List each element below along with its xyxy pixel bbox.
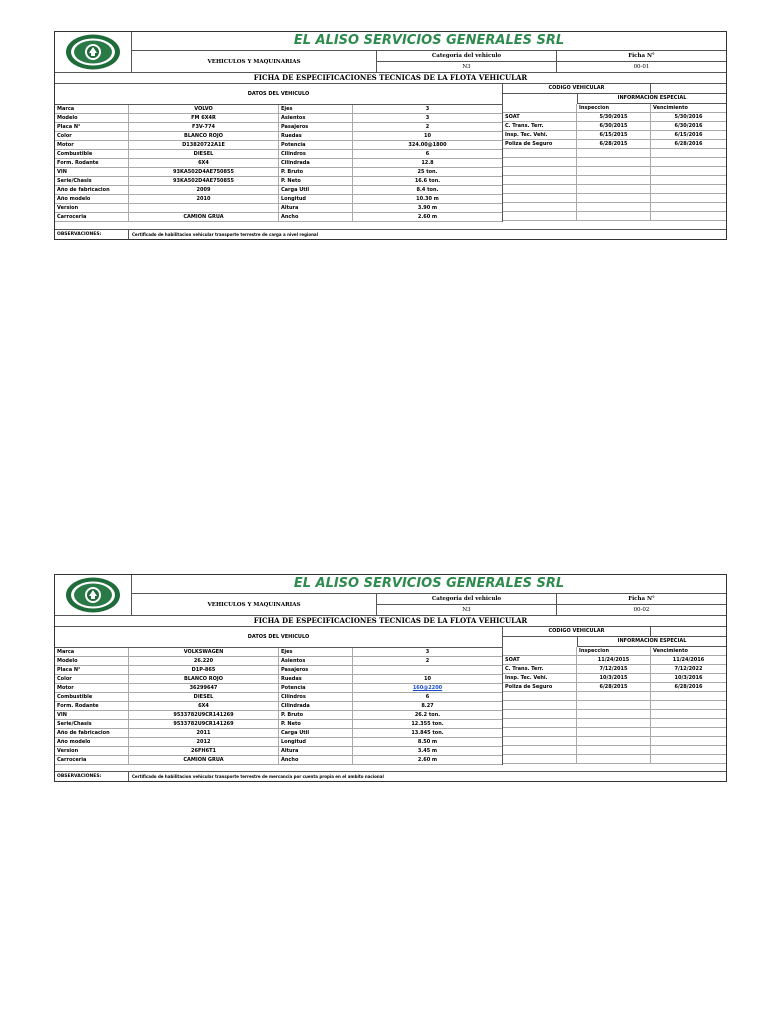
inspeccion-date (577, 710, 651, 718)
company-name: EL ALISO SERVICIOS GENERALES SRL (132, 32, 726, 51)
spec-value: 12.355 ton. (411, 721, 444, 727)
inspeccion-date (577, 737, 651, 745)
spec-value: 6 (425, 151, 430, 157)
spec-row (55, 195, 502, 204)
special-row (503, 158, 726, 167)
spec-label: Form. Rodante (55, 702, 129, 710)
spec-value: 8.4 ton. (416, 187, 439, 193)
special-row (503, 683, 726, 692)
logo (55, 575, 132, 615)
spec-row (55, 702, 502, 711)
special-label: C. Trans. Terr. (503, 665, 577, 673)
spec-row (55, 684, 502, 693)
spec-row (55, 141, 502, 150)
potencia-link[interactable]: 160@2200 (412, 685, 443, 691)
spec-label: Pasajeros (279, 123, 353, 131)
spec-value: 2 (425, 658, 430, 664)
inspeccion-date: 7/12/2015 (577, 665, 651, 673)
spec-value: 26FH6T1 (129, 747, 279, 755)
spec-label: Form. Rodante (55, 159, 129, 167)
special-row (503, 692, 726, 701)
special-label (503, 203, 577, 211)
spec-row (55, 648, 502, 657)
category-title: VEHICULOS Y MAQUINARIAS (132, 594, 377, 615)
spec-value: 3.90 m (417, 205, 438, 211)
spec-value: 9533782U9CR141269 (129, 720, 279, 728)
special-row (503, 212, 726, 221)
spec-label: Cilindrada (279, 159, 353, 167)
spec-label: Serie/Chasis (55, 177, 129, 185)
spec-label: Version (55, 204, 129, 212)
inspeccion-date: 5/30/2015 (577, 113, 651, 121)
spec-row (55, 105, 502, 114)
special-label (503, 710, 577, 718)
spec-label: Motor (55, 684, 129, 692)
spec-value: DIESEL (129, 150, 279, 158)
vencimiento-date: 6/28/2016 (674, 141, 703, 147)
spec-label: Color (55, 675, 129, 683)
spec-value: 8.50 m (417, 739, 438, 745)
spec-value: 2010 (129, 195, 279, 203)
spec-row (55, 720, 502, 729)
spec-value: 2.60 m (417, 757, 438, 763)
spec-value: 3.45 m (417, 748, 438, 754)
special-row (503, 167, 726, 176)
special-info (503, 84, 726, 221)
spec-row (55, 657, 502, 666)
spec-value: VOLKSWAGEN (129, 648, 279, 656)
inspeccion-header: Inspeccion (577, 647, 651, 655)
spec-label: Año modelo (55, 195, 129, 203)
spec-row (55, 159, 502, 168)
spec-label: VIN (55, 168, 129, 176)
categoria-label: Categoria del vehiculo (377, 594, 556, 605)
spec-label: Altura (279, 204, 353, 212)
observaciones (55, 229, 726, 239)
sheet-title: FICHA DE ESPECIFICACIONES TECNICAS DE LA FLOTA VEHICULAR (55, 73, 726, 84)
obs-value: Certificado de habilitacion vehicular transporte terrestre de carga a nivel regional (132, 232, 318, 237)
inspeccion-date: 10/3/2015 (577, 674, 651, 682)
obs-value: Certificado de habilitacion vehicular transporte terrestre de mercancia por cuenta propia en el ambito nacional (132, 774, 384, 779)
spec-value: 10.30 m (416, 196, 439, 202)
categoria-label: Categoria del vehiculo (377, 51, 556, 62)
spec-label: Longitud (279, 195, 353, 203)
category-title: VEHICULOS Y MAQUINARIAS (132, 51, 377, 72)
special-label: C. Trans. Terr. (503, 122, 577, 130)
spec-row (55, 114, 502, 123)
spec-row (55, 123, 502, 132)
spec-value: 2012 (129, 738, 279, 746)
special-row (503, 113, 726, 122)
spec-label: Motor (55, 141, 129, 149)
vencimiento-date (651, 755, 726, 763)
spec-value: 3 (425, 115, 430, 121)
spec-label: Cilindros (279, 693, 353, 701)
spec-value (353, 684, 502, 692)
spec-sheet-2 (54, 574, 727, 782)
spec-label: P. Bruto (279, 711, 353, 719)
inspeccion-date: 11/24/2015 (577, 656, 651, 664)
vencimiento-date (651, 719, 726, 727)
special-label (503, 185, 577, 193)
vencimiento-date (651, 212, 726, 220)
special-row (503, 719, 726, 728)
spec-value: 12.8 (421, 160, 434, 166)
special-label: Insp. Tec. Vehi. (503, 131, 577, 139)
spec-value: 3 (425, 649, 430, 655)
vencimiento-date: 6/30/2016 (674, 123, 703, 129)
spec-label: P. Neto (279, 177, 353, 185)
vencimiento-date (651, 176, 726, 184)
spec-value: FM 6X4R (129, 114, 279, 122)
spec-value: 2 (425, 124, 430, 130)
special-row (503, 674, 726, 683)
spec-row (55, 132, 502, 141)
inspeccion-date: 6/30/2015 (577, 122, 651, 130)
vencimiento-date (651, 737, 726, 745)
special-label: Poliza de Seguro (503, 140, 577, 148)
special-label: SOAT (503, 656, 577, 664)
codigo-label: CODIGO VEHICULAR (503, 627, 651, 636)
info-especial-label: INFORMACION ESPECIAL (577, 637, 726, 647)
special-row (503, 656, 726, 665)
spec-row (55, 738, 502, 747)
special-row (503, 701, 726, 710)
special-label (503, 158, 577, 166)
vencimiento-date (651, 701, 726, 709)
spec-label: Placa N° (55, 666, 129, 674)
inspeccion-date (577, 149, 651, 157)
inspeccion-date (577, 203, 651, 211)
obs-label: OBSERVACIONES: (55, 230, 129, 239)
spec-row (55, 213, 502, 222)
sheet-header (55, 575, 726, 616)
spec-value: D13820722A1E (129, 141, 279, 149)
spec-value: VOLVO (129, 105, 279, 113)
inspeccion-date (577, 185, 651, 193)
spec-value: 25 ton. (417, 169, 438, 175)
spec-value: CAMION GRUA (129, 756, 279, 764)
vencimiento-date (651, 203, 726, 211)
special-row (503, 176, 726, 185)
inspeccion-date (577, 719, 651, 727)
spec-label: Asientos (279, 114, 353, 122)
spec-row (55, 168, 502, 177)
spec-label: Serie/Chasis (55, 720, 129, 728)
spec-label: Combustible (55, 150, 129, 158)
vencimiento-date (651, 167, 726, 175)
spec-value: 6X4 (129, 159, 279, 167)
spec-row (55, 729, 502, 738)
spec-label: VIN (55, 711, 129, 719)
logo (55, 32, 132, 72)
spec-row (55, 675, 502, 684)
special-row (503, 194, 726, 203)
inspeccion-date (577, 167, 651, 175)
spec-label: Ruedas (279, 132, 353, 140)
spec-label: Pasajeros (279, 666, 353, 674)
spec-label: Carga Util (279, 186, 353, 194)
spec-value: CAMION GRUA (129, 213, 279, 221)
inspeccion-date (577, 728, 651, 736)
codigo-value (651, 84, 726, 93)
special-label (503, 755, 577, 763)
spec-label: Potencia (279, 141, 353, 149)
spec-label: Ancho (279, 756, 353, 764)
spec-value: 93KA502D4AE750855 (129, 168, 279, 176)
inspeccion-date: 6/28/2015 (577, 683, 651, 691)
spec-row (55, 711, 502, 720)
ficha-label: Ficha N° (557, 594, 726, 605)
special-row (503, 755, 726, 764)
vehicle-data (55, 627, 503, 765)
inspeccion-date (577, 194, 651, 202)
observaciones (55, 771, 726, 781)
spec-label: P. Bruto (279, 168, 353, 176)
spec-value: 26.220 (129, 657, 279, 665)
special-label (503, 212, 577, 220)
categoria-value: N3 (462, 64, 471, 70)
sheet-header (55, 32, 726, 73)
inspeccion-date (577, 158, 651, 166)
spec-value: 9533782U9CR141269 (129, 711, 279, 719)
special-info (503, 627, 726, 764)
inspeccion-date: 6/28/2015 (577, 140, 651, 148)
spec-label: Ejes (279, 648, 353, 656)
inspeccion-date (577, 701, 651, 709)
spec-label: Modelo (55, 114, 129, 122)
spec-label: Version (55, 747, 129, 755)
datos-label: DATOS DEL VEHICULO (55, 627, 502, 648)
inspeccion-date (577, 176, 651, 184)
spec-label: P. Neto (279, 720, 353, 728)
spec-label: Año modelo (55, 738, 129, 746)
spec-value: 6 (425, 694, 430, 700)
spec-row (55, 204, 502, 213)
spec-value: 26.2 ton. (414, 712, 441, 718)
inspeccion-date (577, 212, 651, 220)
inspeccion-date (577, 692, 651, 700)
codigo-value (651, 627, 726, 636)
spec-row (55, 177, 502, 186)
spec-label: Año de fabricacion (55, 186, 129, 194)
spec-row (55, 666, 502, 675)
inspeccion-date: 6/15/2015 (577, 131, 651, 139)
special-row (503, 140, 726, 149)
spec-label: Altura (279, 747, 353, 755)
vencimiento-header: Vencimiento (653, 648, 688, 654)
vencimiento-date: 6/15/2016 (674, 132, 703, 138)
spec-value: 324.00@1800 (408, 142, 447, 148)
spec-label: Carroceria (55, 756, 129, 764)
special-row (503, 665, 726, 674)
spec-label: Carga Util (279, 729, 353, 737)
vencimiento-date (651, 149, 726, 157)
spec-label: Asientos (279, 657, 353, 665)
spec-label: Longitud (279, 738, 353, 746)
spec-value: F3V-774 (129, 123, 279, 131)
spec-value: 8.27 (421, 703, 434, 709)
spec-label: Marca (55, 105, 129, 113)
spec-value: DIESEL (129, 693, 279, 701)
categoria-value: N3 (462, 607, 471, 613)
company-seal-icon (64, 576, 122, 614)
vencimiento-date (651, 728, 726, 736)
special-label (503, 176, 577, 184)
spec-label: Cilindrada (279, 702, 353, 710)
vencimiento-date (651, 158, 726, 166)
special-label (503, 728, 577, 736)
special-row (503, 149, 726, 158)
special-label (503, 746, 577, 754)
vencimiento-date: 7/12/2022 (674, 666, 703, 672)
spec-label: Placa N° (55, 123, 129, 131)
special-row (503, 746, 726, 755)
spec-value: 10 (424, 676, 431, 682)
spec-row (55, 150, 502, 159)
spec-sheet-1 (54, 31, 727, 240)
spec-value: 6X4 (129, 702, 279, 710)
spec-row (55, 756, 502, 765)
spec-value (353, 666, 502, 674)
sheet-title: FICHA DE ESPECIFICACIONES TECNICAS DE LA FLOTA VEHICULAR (55, 616, 726, 627)
datos-label: DATOS DEL VEHICULO (55, 84, 502, 105)
spec-value: 2011 (129, 729, 279, 737)
obs-label: OBSERVACIONES: (55, 772, 129, 781)
vencimiento-date (651, 710, 726, 718)
vencimiento-header: Vencimiento (653, 105, 688, 111)
spec-value: 2009 (129, 186, 279, 194)
spec-value: BLANCO ROJO (129, 132, 279, 140)
spec-row (55, 747, 502, 756)
company-seal-icon (64, 33, 122, 71)
ficha-value: 00-01 (633, 64, 650, 70)
company-name: EL ALISO SERVICIOS GENERALES SRL (132, 575, 726, 594)
vencimiento-date (651, 185, 726, 193)
special-label: Insp. Tec. Vehi. (503, 674, 577, 682)
spec-value: D1P-865 (129, 666, 279, 674)
spec-row (55, 186, 502, 195)
spec-value: 16.6 ton. (414, 178, 441, 184)
spec-label: Cilindros (279, 150, 353, 158)
special-label: SOAT (503, 113, 577, 121)
vencimiento-date: 5/30/2016 (674, 114, 703, 120)
special-label (503, 719, 577, 727)
spec-label: Color (55, 132, 129, 140)
vencimiento-date (651, 194, 726, 202)
special-row (503, 737, 726, 746)
special-row (503, 131, 726, 140)
spec-value: 2.60 m (417, 214, 438, 220)
special-row (503, 122, 726, 131)
ficha-label: Ficha N° (557, 51, 726, 62)
spec-label: Ruedas (279, 675, 353, 683)
spec-label: Potencia (279, 684, 353, 692)
inspeccion-date (577, 746, 651, 754)
codigo-label: CODIGO VEHICULAR (503, 84, 651, 93)
special-label: Poliza de Seguro (503, 683, 577, 691)
spec-label: Marca (55, 648, 129, 656)
special-label (503, 149, 577, 157)
special-label (503, 167, 577, 175)
ficha-value: 00-02 (633, 607, 650, 613)
spec-value: 13.845 ton. (411, 730, 444, 736)
special-label (503, 701, 577, 709)
spec-value: 36299647 (129, 684, 279, 692)
vencimiento-date: 11/24/2016 (672, 657, 705, 663)
spec-label: Combustible (55, 693, 129, 701)
special-label (503, 692, 577, 700)
spec-value: 93KA502D4AE750855 (129, 177, 279, 185)
spec-label: Carroceria (55, 213, 129, 221)
special-row (503, 728, 726, 737)
vehicle-data (55, 84, 503, 222)
spec-value (129, 204, 279, 212)
vencimiento-date (651, 746, 726, 754)
spec-label: Año de fabricacion (55, 729, 129, 737)
vencimiento-date: 10/3/2016 (674, 675, 703, 681)
spec-value: 3 (425, 106, 430, 112)
inspeccion-date (577, 755, 651, 763)
spec-label: Ancho (279, 213, 353, 221)
spec-value: BLANCO ROJO (129, 675, 279, 683)
info-especial-label: INFORMACION ESPECIAL (577, 94, 726, 104)
inspeccion-header: Inspeccion (577, 104, 651, 112)
vencimiento-date (651, 692, 726, 700)
spec-label: Modelo (55, 657, 129, 665)
spec-row (55, 693, 502, 702)
vencimiento-date: 6/28/2016 (674, 684, 703, 690)
special-row (503, 710, 726, 719)
special-row (503, 203, 726, 212)
special-label (503, 737, 577, 745)
special-row (503, 185, 726, 194)
special-label (503, 194, 577, 202)
spec-value: 10 (424, 133, 431, 139)
spec-label: Ejes (279, 105, 353, 113)
